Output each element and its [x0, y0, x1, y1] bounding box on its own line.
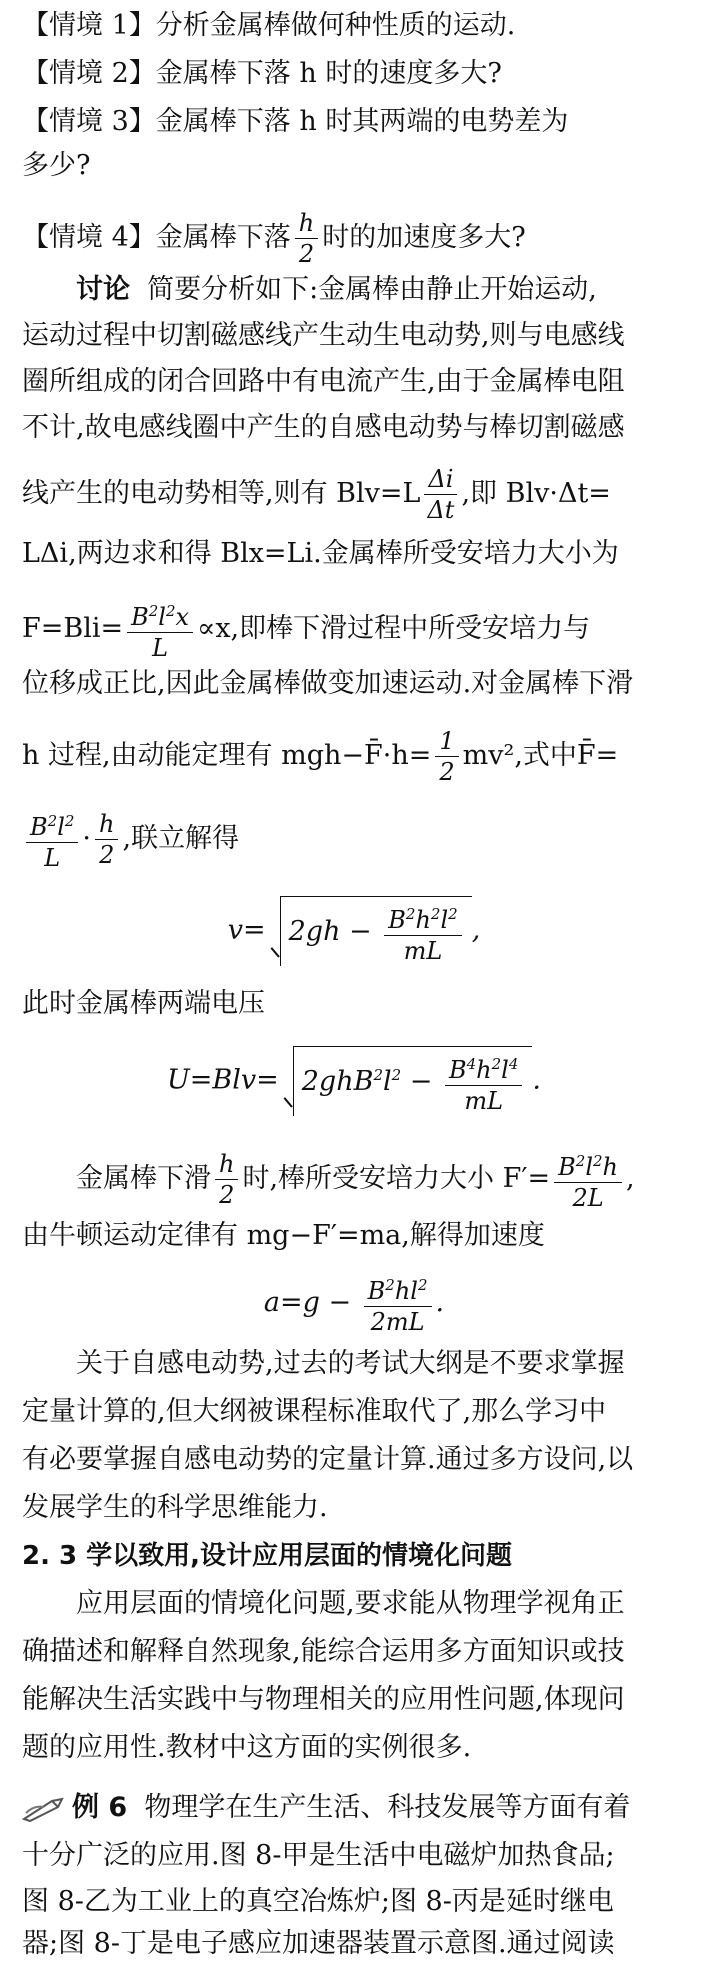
sqrt-voltage: $2ghB^2l^2$ − $\frac{B^4h^2l^4}{mL}$: [293, 1046, 533, 1116]
example-pen-icon: [22, 1795, 66, 1823]
example-line-4: 器;图 8-丁是电子感应加速器装置示意图.通过阅读: [22, 1928, 615, 1959]
fraction-h-over-2: $\frac{h}{2}$: [295, 208, 318, 269]
fraction-accel: $\frac{B^2hl^2}{2mL}$: [364, 1270, 432, 1337]
formula-acceleration: a=g − $\frac{B^2hl^2}{2mL}$ .: [0, 1270, 708, 1337]
fraction-b2l2x-over-L: $\frac{B^2l^2x}{L}$: [127, 596, 193, 663]
situation-4: 【情境 4】金属棒下落 $\frac{h}{2}$ 时的加速度多大?: [22, 209, 526, 268]
discussion-line-7: F=Bli= $\frac{B^2l^2x}{L}$ ∝x,即棒下滑过程中所受安培力与: [22, 596, 686, 663]
discussion-line-1: 讨论 简要分析如下:金属棒由静止开始运动,: [76, 274, 597, 305]
fraction-h-over-2-c: $\frac{h}{2}$: [215, 1149, 238, 1210]
paragraph2-line-4: 发展学生的科学思维能力.: [22, 1492, 328, 1523]
discussion-line-12: 金属棒下滑 $\frac{h}{2}$ 时,棒所受安培力大小 F′= $\frac{B^2l^2h}{2L}$ ,: [22, 1146, 686, 1213]
discussion-line-5: 线产生的电动势相等,则有 Blv=L $\frac{\Delta i}{\Delta t}$ ,即 Blv·Δt=: [22, 465, 611, 524]
situation-3: 【情境 3】金属棒下落 h 时其两端的电势差为: [22, 106, 569, 137]
example-line-3: 图 8-乙为工业上的真空冶炼炉;图 8-丙是延时继电: [22, 1886, 614, 1917]
example-line-2: 十分广泛的应用.图 8-甲是生活中电磁炉加热食品;: [22, 1840, 615, 1871]
paragraph2-line-3: 有必要掌握自感电动势的定量计算.通过多方设问,以: [22, 1444, 634, 1475]
situation-2: 【情境 2】金属棒下落 h 时的速度多大?: [22, 58, 502, 89]
formula-velocity: v= 2gh − $\frac{B^2h^2l^2}{mL}$ ,: [0, 896, 708, 966]
discussion-line-2: 运动过程中切割磁感线产生动生电动势,则与电感线: [22, 320, 625, 351]
fraction-force: $\frac{B^2l^2h}{2L}$: [554, 1146, 622, 1213]
section-line-1: 应用层面的情境化问题,要求能从物理学视角正: [76, 1588, 625, 1619]
discussion-line-10: $\frac{B^2l^2}{L}$ · $\frac{h}{2}$ ,联立解得: [22, 806, 686, 873]
sqrt-velocity: 2gh − $\frac{B^2h^2l^2}{mL}$: [280, 896, 472, 966]
formula-voltage: $U=Blv= 2ghB^2l^2$ − $\frac{B^4h^2l^4}{mL}$ .: [0, 1046, 708, 1116]
section-heading: 2. 3 学以致用,设计应用层面的情境化问题: [22, 1541, 513, 1571]
discussion-line-4: 不计,故电感线圈中产生的自感电动势与棒切割磁感: [22, 412, 625, 443]
section-line-4: 题的应用性.教材中这方面的实例很多.: [22, 1732, 472, 1763]
discussion-line-13: 由牛顿运动定律有 mg−F′=ma,解得加速度: [22, 1220, 545, 1251]
example-line-1: 例 6 物理学在生产生活、科技发展等方面有着: [22, 1790, 686, 1826]
discussion-line-9: h 过程,由动能定理有 mgh−F̄·h= $\frac{1}{2}$ mv²,式中F̄=: [22, 727, 619, 786]
discussion-line-11: 此时金属棒两端电压: [22, 988, 265, 1019]
discussion-line-8: 位移成正比,因此金属棒做变加速运动.对金属棒下滑: [22, 668, 634, 699]
fraction-di-over-dt: $\frac{\Delta i}{\Delta t}$: [424, 464, 457, 525]
fraction-h-over-2-b: $\frac{h}{2}$: [95, 809, 118, 870]
situation-3-cont: 多少?: [22, 150, 91, 181]
section-line-3: 能解决生活实践中与物理相关的应用性问题,体现问: [22, 1684, 625, 1715]
paragraph2-line-1: 关于自感电动势,过去的考试大纲是不要求掌握: [76, 1348, 625, 1379]
situation-1: 【情境 1】分析金属棒做何种性质的运动.: [22, 10, 516, 41]
fraction-one-half: $\frac{1}{2}$: [435, 726, 458, 787]
fraction-b2l2-over-L: $\frac{B^2l^2}{L}$: [26, 806, 78, 873]
discussion-line-6: LΔi,两边求和得 Blx=Li.金属棒所受安培力大小为: [22, 538, 619, 569]
discussion-line-3: 圈所组成的闭合回路中有电流产生,由于金属棒电阻: [22, 366, 625, 397]
paragraph2-line-2: 定量计算的,但大纲被课程标准取代了,那么学习中: [22, 1396, 607, 1427]
section-line-2: 确描述和解释自然现象,能综合运用多方面知识或技: [22, 1636, 625, 1667]
